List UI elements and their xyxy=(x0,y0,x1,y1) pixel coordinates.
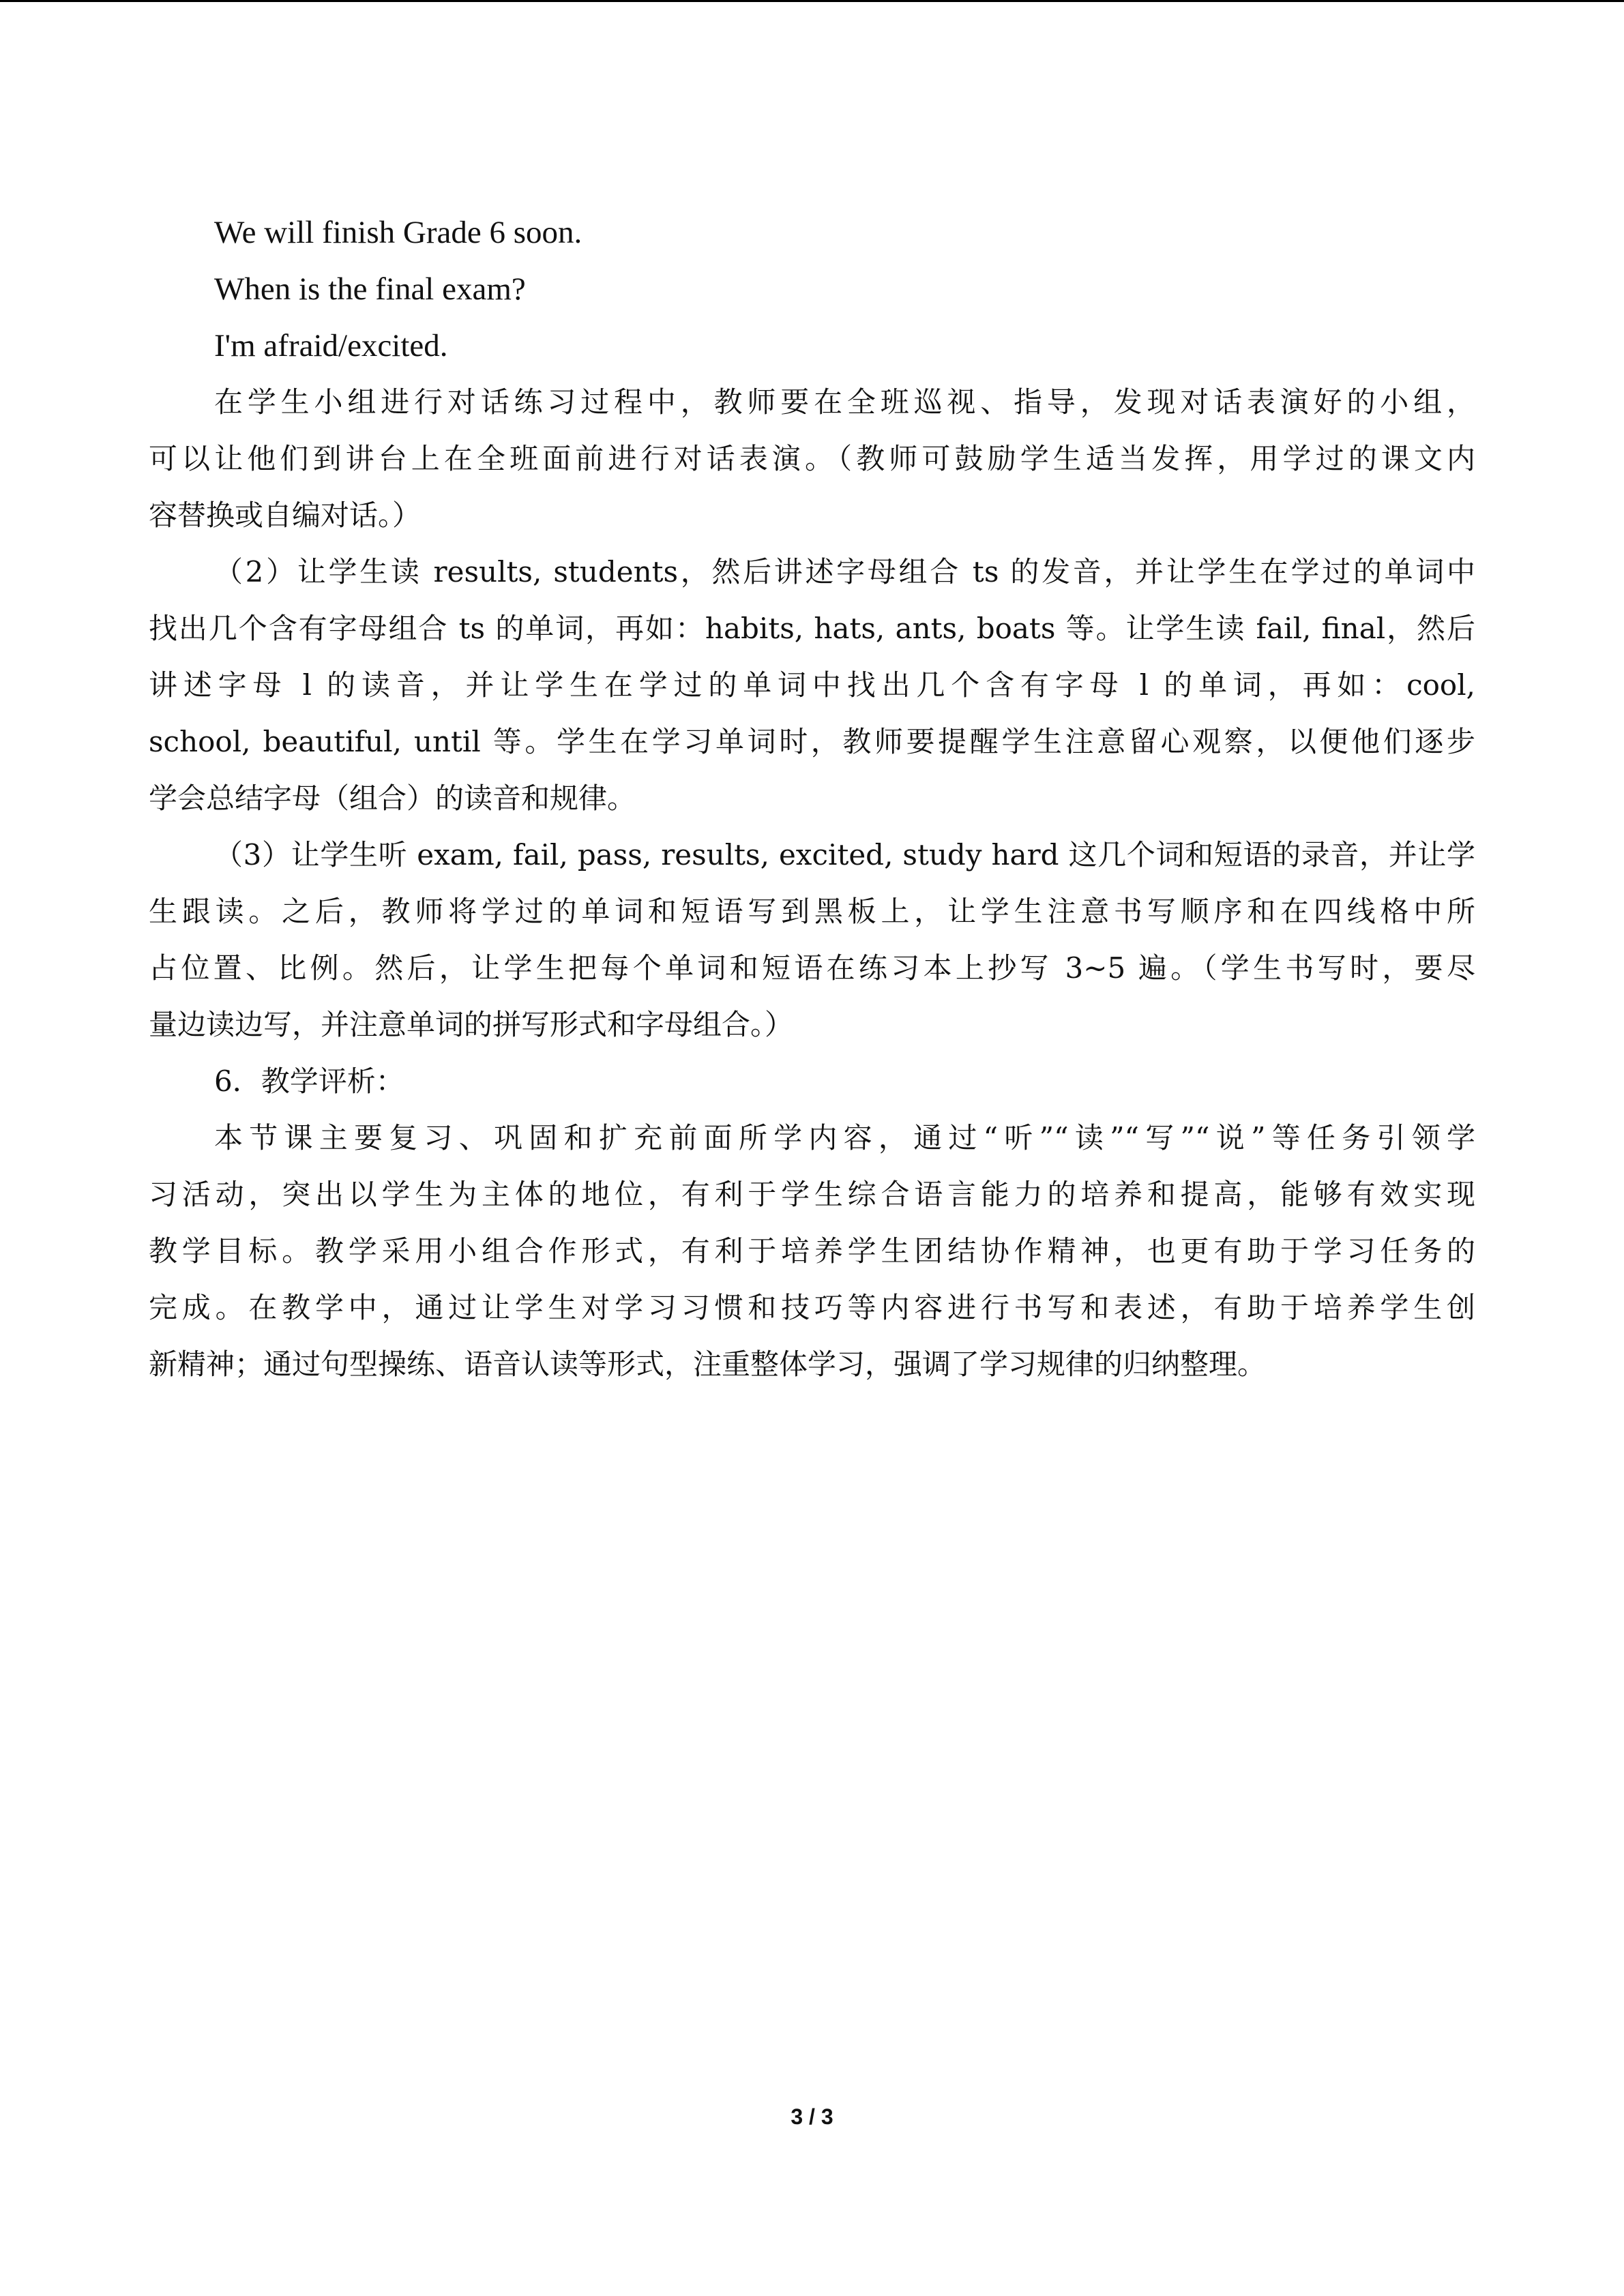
paragraph-line: （3）让学生听 exam, fail, pass, results, excited, study hard 这几个词和短语的录音，并让学 xyxy=(214,838,1475,871)
paragraph-line: （2）让学生读 results, students，然后讲述字母组合 ts 的发音，并让学生在学过的单词中 xyxy=(214,555,1475,588)
paragraph-line: 可以让他们到讲台上在全班面前进行对话表演。（教师可鼓励学生适当发挥，用学过的课文内 xyxy=(149,442,1475,475)
paragraph-line: 新精神；通过句型操练、语音认读等形式，注重整体学习，强调了学习规律的归纳整理。 xyxy=(149,1347,1267,1381)
dialogue-line: When is the final exam? xyxy=(214,271,526,307)
paragraph-line: 生跟读。之后，教师将学过的单词和短语写到黑板上，让学生注意书写顺序和在四线格中所 xyxy=(149,895,1475,928)
section-heading: 6．教学评析： xyxy=(214,1064,404,1098)
paragraph-line: 讲述字母 l 的读音，并让学生在学过的单词中找出几个含有字母 l 的单词，再如：cool, xyxy=(149,668,1475,702)
dialogue-line: I'm afraid/excited. xyxy=(214,328,448,363)
page-number: 3 / 3 xyxy=(791,2104,833,2129)
paragraph-line: 容替换或自编对话。） xyxy=(149,498,422,532)
paragraph-line: 完成。在教学中，通过让学生对学习习惯和技巧等内容进行书写和表述，有助于培养学生创 xyxy=(149,1291,1475,1324)
paragraph-line: 学会总结字母（组合）的读音和规律。 xyxy=(149,781,636,815)
paragraph-line: 占位置、比例。然后，让学生把每个单词和短语在练习本上抄写 3~5 遍。（学生书写时，要尽 xyxy=(149,951,1475,985)
paragraph-line: 在学生小组进行对话练习过程中，教师要在全班巡视、指导，发现对话表演好的小组， xyxy=(214,385,1475,419)
paragraph-line: 量边读边写，并注意单词的拼写形式和字母组合。） xyxy=(149,1008,794,1041)
paragraph-line: 找出几个含有字母组合 ts 的单词，再如：habits, hats, ants, boats 等。让学生读 fail, final，然后 xyxy=(149,612,1475,645)
paragraph-line: 教学目标。教学采用小组合作形式，有利于培养学生团结协作精神，也更有助于学习任务的 xyxy=(149,1234,1475,1268)
dialogue-line: We will finish Grade 6 soon. xyxy=(214,215,582,250)
paragraph-line: school, beautiful, until 等。学生在学习单词时，教师要提醒学生注意留心观察，以便他们逐步 xyxy=(149,725,1475,758)
paragraph-line: 本节课主要复习、巩固和扩充前面所学内容，通过“听”“读”“写”“说”等任务引领学 xyxy=(214,1121,1475,1154)
paragraph-line: 习活动，突出以学生为主体的地位，有利于学生综合语言能力的培养和提高，能够有效实现 xyxy=(149,1178,1475,1211)
